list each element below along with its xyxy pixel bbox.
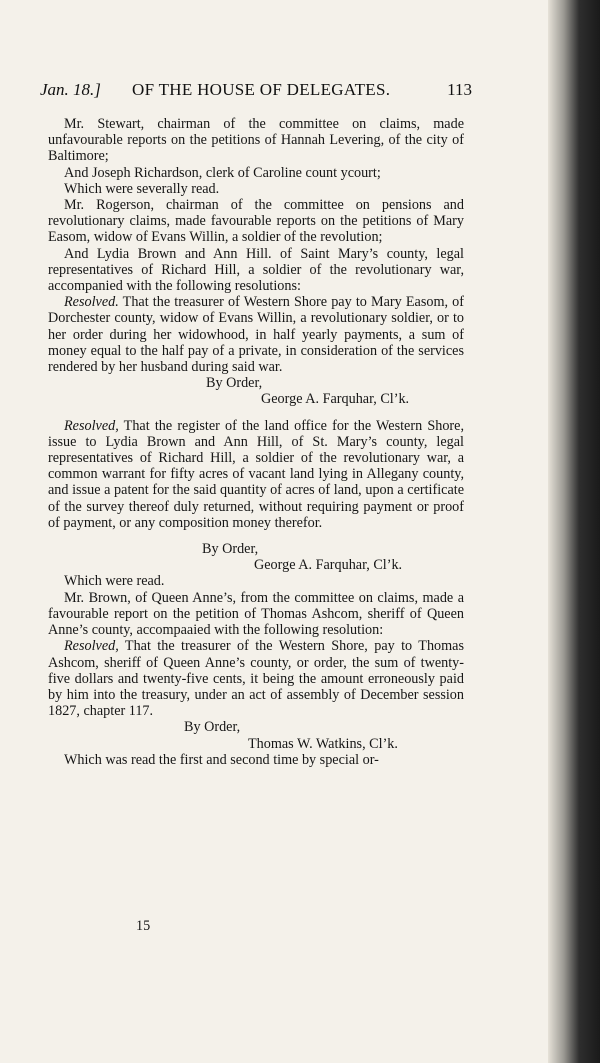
- clerk-signature: George A. Farquhar, Cl’k.: [254, 557, 403, 574]
- resolved-label: Resolved,: [64, 638, 119, 655]
- page-number: 113: [447, 80, 472, 99]
- resolution-text: That the register of the land office for the Western Shore, issue to Lydia Brown and Ann Hill, of St. Mary’s county, legal representatives of Richard Hill, a soldier of the revolutionary war, a common warrant for fifty acres of vacant land lying in Allegany county, and issue a patent for the said quantity of acres of land, upon a certificate of the survey thereof duly returned, without requiring payment or proof of payment, or any composition money therefor.: [48, 417, 464, 531]
- by-order: By Order,: [202, 541, 259, 558]
- paragraph-which-were-read: Which were read.: [64, 573, 165, 590]
- by-order: By Order,: [184, 719, 241, 736]
- book-gutter: [548, 0, 600, 1063]
- paragraph-richardson: And Joseph Richardson, clerk of Caroline count ycourt;: [64, 164, 381, 181]
- resolved-label: Resolved,: [64, 417, 119, 434]
- resolved-label: Resolved.: [64, 294, 119, 311]
- signature-mark: 15: [136, 918, 151, 934]
- paragraph-brown-report: Mr. Brown, of Queen Anne’s, from the committee on claims, made a favourable report on the petition of Thomas Ashcom, sheriff of Queen Anne’s county, accompaaied with the following resolution:: [48, 589, 464, 639]
- paragraph-severally-read: Which were severally read.: [64, 180, 220, 197]
- paragraph-rogerson-report: Mr. Rogerson, chairman of the committee on pensions and revolutionary claims, made favourable reports on the petitions of Mary Easom, widow of Evans Willin, a soldier of the revolution;: [48, 197, 464, 246]
- paragraph-brown-hill: And Lydia Brown and Ann Hill. of Saint Mary’s county, legal representatives of Richard Hill, a soldier of the revolutionary war, accompanied with the following resolutions:: [48, 245, 464, 295]
- clerk-signature: Thomas W. Watkins, Cl’k.: [248, 735, 398, 752]
- header-title: OF THE HOUSE OF DELEGATES.: [132, 80, 391, 99]
- journal-body: [48, 116, 464, 768]
- resolution-text: That the treasurer of Western Shore pay to Mary Easom, of Dorchester county, widow of Evans Willin, a revolutionary soldier, or to her order during her widowhood, in half yearly payments, a sum of money equal to the half pay of a private, in consideration of the services rendered by her husband during said war.: [48, 294, 464, 376]
- by-order: By Order,: [206, 375, 263, 392]
- resolution-ashcom: [48, 638, 464, 719]
- resolution-land-office: [48, 418, 464, 531]
- running-header: [40, 74, 472, 104]
- paragraph-stewart-report: Mr. Stewart, chairman of the committee on claims, made unfavourable reports on the petitions of Hannah Levering, of the city of Baltimore;: [48, 116, 464, 165]
- resolution-text: That the treasurer of the Western Shore, pay to Thomas Ashcom, sheriff of Queen Anne’s county, or order, the sum of twenty-five dollars and twenty-five cents, it being the amount erroneously paid by him into the treasury, under an act of assembly of December session 1827, chapter 117.: [48, 638, 464, 720]
- clerk-signature: George A. Farquhar, Cl’k.: [261, 391, 410, 408]
- resolution-easom: [48, 294, 464, 375]
- header-date: Jan. 18.]: [40, 80, 101, 99]
- paragraph-special-order: Which was read the first and second time by special or-: [64, 751, 379, 768]
